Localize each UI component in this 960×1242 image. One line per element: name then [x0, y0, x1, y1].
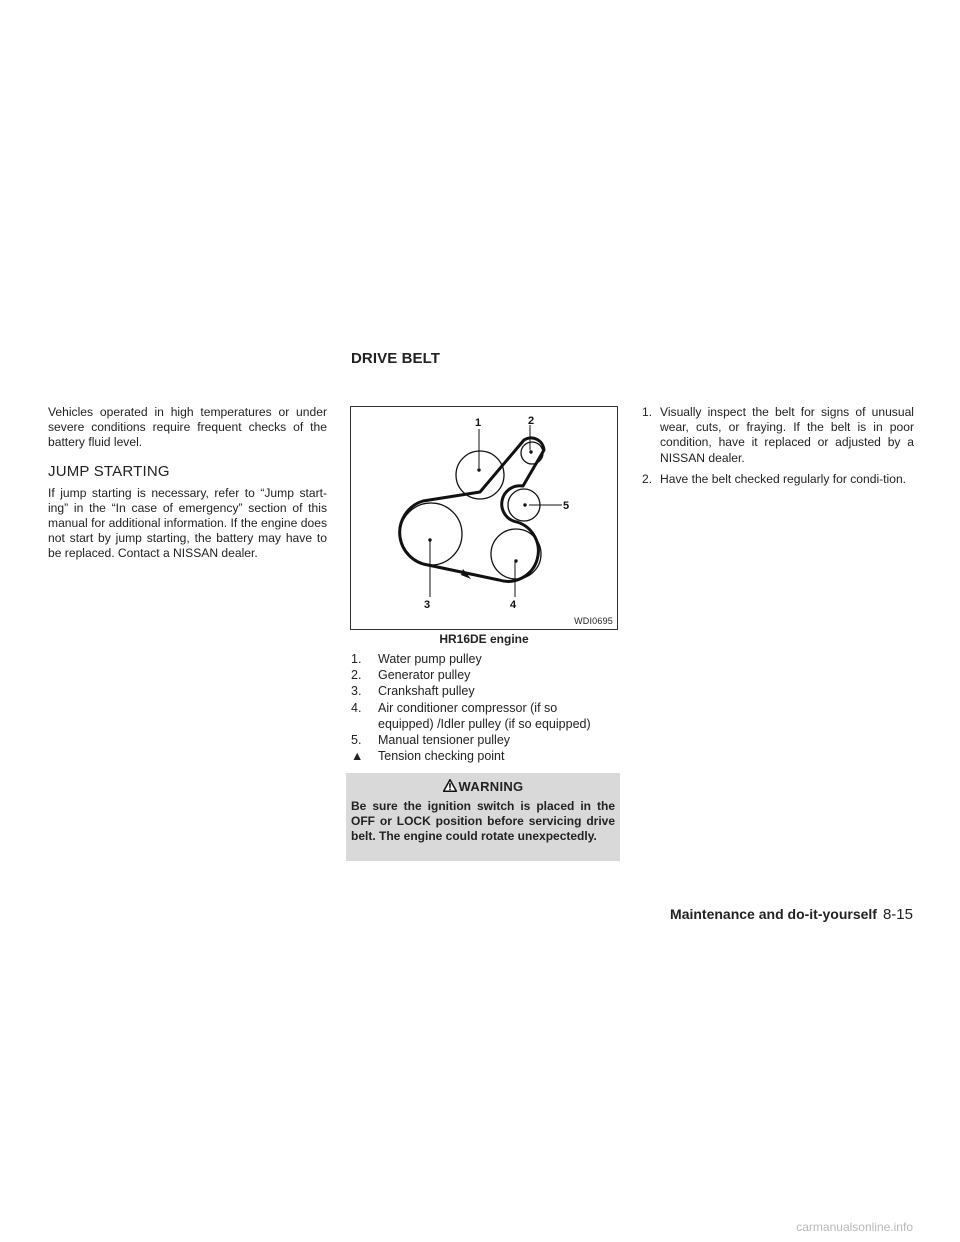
- label-3: 3: [424, 599, 431, 611]
- figure-code: WDI0695: [574, 616, 613, 626]
- label-4: 4: [510, 599, 517, 611]
- drive-belt-diagram: [350, 406, 618, 630]
- step-item: 1. Visually inspect the belt for signs of unusual wear, cuts, or fraying. If the belt is in poor condition, have it replaced or adjusted by a NISSAN dealer.: [642, 405, 914, 465]
- warning-box: [346, 773, 620, 861]
- watermark: carmanualsonline.info: [796, 1220, 913, 1234]
- jump-starting-heading: JUMP STARTING: [48, 462, 170, 480]
- page-number: 8-15: [882, 906, 913, 923]
- legend-item-continuation: equipped) /Idler pulley (if so equipped): [378, 716, 591, 731]
- label-2: 2: [528, 415, 535, 427]
- page-footer: [670, 906, 913, 923]
- legend-item: ▲ Tension checking point: [351, 749, 505, 764]
- jump-starting-paragraph: If jump starting is necessary, refer to “Jump start-ing” in the “In case of emergency” section of this manual for additional information. If the engine does not start by jump starting, the battery may have to be replaced. Contact a NISSAN dealer.: [48, 485, 327, 561]
- figure-caption: HR16DE engine: [439, 632, 529, 646]
- legend-item: 3. Crankshaft pulley: [351, 684, 475, 699]
- intro-paragraph: Vehicles operated in high temperatures or under severe conditions require frequent checks of the battery fluid level.: [48, 405, 327, 450]
- tension-point-icon: ▲: [351, 749, 364, 764]
- legend-item: 4. Air conditioner compressor (if so: [351, 700, 558, 715]
- inspection-steps: [642, 405, 914, 487]
- left-column: [48, 405, 327, 562]
- legend-item: 1. Water pump pulley: [351, 652, 482, 666]
- step-item: 2. Have the belt checked regularly for condi-tion.: [642, 471, 907, 486]
- label-1: 1: [475, 417, 482, 429]
- chapter-label: Maintenance and do-it-yourself: [670, 906, 877, 922]
- section-title: DRIVE BELT: [351, 350, 441, 367]
- legend-item: 2. Generator pulley: [351, 668, 471, 683]
- warning-icon: [443, 779, 457, 792]
- belt-diagram-svg: [351, 407, 617, 629]
- warning-text: Be sure the ignition switch is placed in the OFF or LOCK position before servicing drive belt. The engine could rotate unexpectedly.: [351, 799, 615, 843]
- label-5: 5: [563, 500, 570, 512]
- warning-title: WARNING: [346, 779, 620, 794]
- legend-item: 5. Manual tensioner pulley: [351, 733, 511, 748]
- pulley-legend: [351, 651, 621, 764]
